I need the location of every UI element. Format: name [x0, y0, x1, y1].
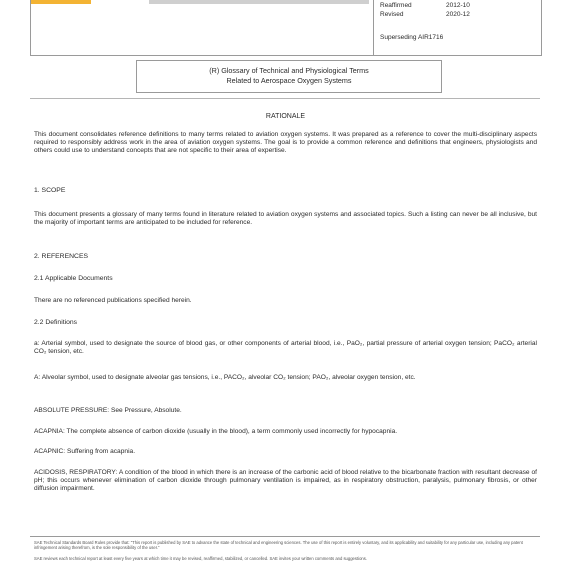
footer-note-1: SAE Technical Standards Board Rules provide that: “This report is published by SAE to advance the state of technical and engineering sciences. The use of this report is entirely voluntary, and its applicability and suitability for any particular use, including any patent infringement arising therefrom, is the sole responsibility of the user.” [34, 540, 523, 550]
applicable-documents-text: There are no referenced publications specified herein. [34, 297, 192, 304]
footer-note-2: SAE reviews each technical report at least every five years at which time it may be revised, reaffirmed, stabilized, or cancelled. SAE invites your written comments and suggestions. [34, 556, 367, 561]
definition-item: A: Alveolar symbol, used to designate alveolar gas tensions, i.e., PACO₂, alveolar CO₂ tension; PAO₂, alveolar oxygen tension, etc. [34, 374, 416, 381]
applicable-documents-heading: 2.1 Applicable Documents [34, 275, 113, 282]
revised-value: 2020-12 [446, 11, 470, 18]
title-line-2: Related to Aerospace Oxygen Systems [226, 76, 352, 85]
definition-item: ACAPNIC: Suffering from acapnia. [34, 448, 136, 455]
rationale-heading: RATIONALE [265, 113, 306, 120]
superseding-note: Superseding AIR1716 [380, 34, 444, 41]
sae-logo [31, 0, 91, 4]
header-title-band [149, 0, 369, 4]
footer-rule [30, 536, 540, 537]
document-metadata [380, 1, 470, 42]
definition-item: ACAPNIA: The complete absence of carbon dioxide (usually in the blood), a term commonly used incorrectly for hypocapnia. [34, 428, 398, 435]
reaffirmed-value: 2012-10 [446, 2, 470, 9]
reaffirmed-label: Reaffirmed [380, 2, 412, 9]
revised-label: Revised [380, 11, 404, 18]
definition-item: ABSOLUTE PRESSURE: See Pressure, Absolute. [34, 407, 182, 414]
title-line-1: (R) Glossary of Technical and Physiological Terms [209, 66, 369, 75]
scope-heading: 1. SCOPE [34, 187, 66, 194]
references-heading: 2. REFERENCES [34, 253, 89, 260]
document-header [30, 0, 542, 56]
rationale-text: This document consolidates reference definitions to many terms related to aviation oxygen systems. It was prepared as a reference to cover the multi-disciplinary aspects required to responsibly address work in the area of aviation oxygen systems. The goal is to provide a common reference and definitions that engineers, physiologists and others could use to understand concepts that are not specific to their area of expertise. [34, 131, 537, 155]
scope-text: This document presents a glossary of many terms found in literature related to aviation oxygen systems and associated topics. Such a listing can never be all inclusive, but the majority of important terms are anticipated to be included for reference. [34, 211, 537, 227]
document-title [136, 60, 442, 93]
definition-item: a: Arterial symbol, used to designate the source of blood gas, or other components of arterial blood, i.e., PaO₂, partial pressure of arterial oxygen tension; PaCO₂ arterial CO₂ tension, etc. [34, 340, 537, 356]
title-rule [30, 98, 540, 99]
definitions-heading: 2.2 Definitions [34, 319, 78, 326]
header-divider [373, 0, 374, 55]
definition-item: ACIDOSIS, RESPIRATORY: A condition of the blood in which there is an increase of the carbonic acid of blood relative to the bicarbonate fraction with resultant decrease of pH; this occurs whenever elimination of carbon dioxide through pulmonary ventilation is impaired, as in respiratory obstruction, paralysis, pulmonary fibrosis, or other diffusion impairment. [34, 469, 537, 493]
